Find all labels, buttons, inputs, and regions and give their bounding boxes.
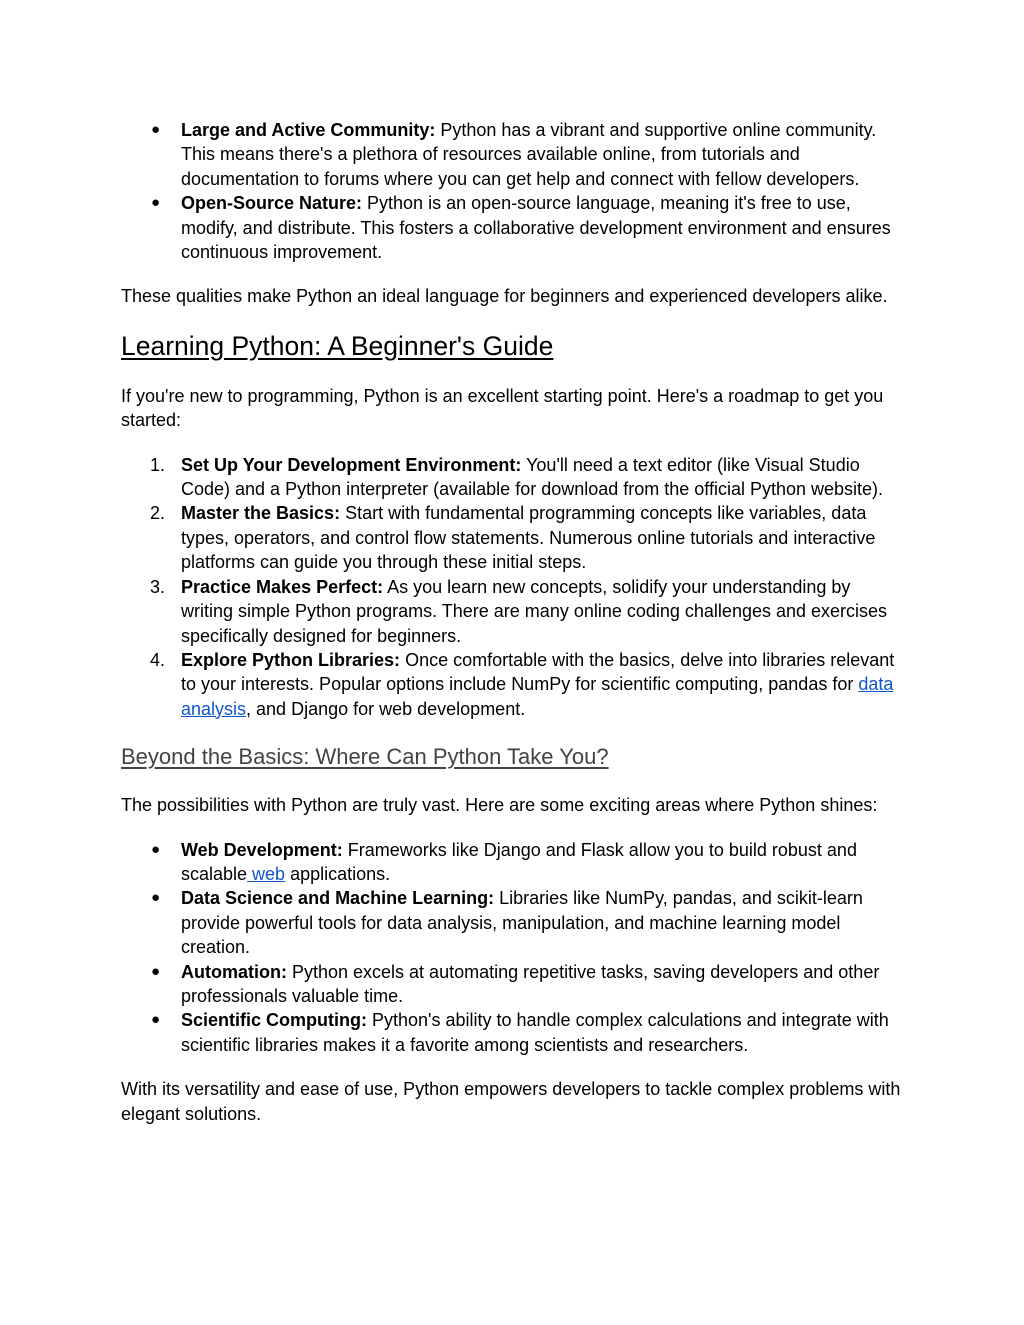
item-term: Large and Active Community:: [181, 120, 436, 140]
item-text: Python excels at automating repetitive tasks, saving developers and other professionals valuable time.: [181, 961, 880, 1006]
qualities-paragraph: These qualities make Python an ideal language for beginners and experienced developers alike.: [121, 286, 888, 307]
bullet-marker: ●: [151, 889, 161, 907]
item-term: Explore Python Libraries:: [181, 649, 401, 670]
list-item: [121, 575, 906, 648]
list-item: [121, 960, 906, 1009]
python-areas-list: [121, 838, 906, 1058]
list-number: 2.: [150, 503, 166, 524]
item-text: Start with fundamental programming concepts like variables, data types, operators, and control flow statements. Numerous online tutorials and interactive platforms can guide you through these initial steps.: [181, 503, 876, 573]
list-number: 4.: [150, 649, 166, 670]
section-intro-paragraph: The possibilities with Python are truly vast. Here are some exciting areas where Python shines:: [121, 795, 878, 816]
item-text: As you learn new concepts, solidify your understanding by writing simple Python programs. There are many online coding challenges and exercises specifically designed for beginners.: [181, 576, 888, 646]
web-link[interactable]: web: [247, 863, 286, 884]
list-item: [121, 838, 906, 887]
closing-paragraph: With its versatility and ease of use, Python empowers developers to tackle complex problems with elegant solutions.: [121, 1079, 901, 1124]
section-intro-paragraph: If you're new to programming, Python is an excellent starting point. Here's a roadmap to get you started:: [121, 385, 884, 431]
list-item: [121, 191, 906, 264]
item-text: Libraries like NumPy, pandas, and scikit-learn provide powerful tools for data analysis, manipulation, and machine learning model creation.: [181, 888, 863, 958]
list-item: [121, 648, 906, 721]
bullet-marker: ●: [151, 194, 161, 212]
list-number: 3.: [150, 576, 166, 597]
bullet-marker: ●: [151, 121, 161, 138]
bullet-marker: ●: [151, 840, 161, 858]
list-item: [121, 1008, 906, 1057]
list-item: [121, 886, 906, 959]
list-item: [121, 453, 906, 502]
beginner-steps-list: [121, 453, 906, 721]
item-text: Once comfortable with the basics, delve into libraries relevant to your interests. Popular options include NumPy for scientific computing, pandas for: [181, 649, 895, 695]
bullet-marker: ●: [151, 962, 161, 980]
item-text: Python's ability to handle complex calculations and integrate with scientific libraries makes it a favorite among scientists and researchers.: [181, 1010, 889, 1055]
item-term: Practice Makes Perfect:: [181, 576, 384, 597]
section-heading-learning: Learning Python: A Beginner's Guide: [121, 330, 554, 361]
intro-bullet-list: [121, 118, 906, 264]
item-term: Data Science and Machine Learning:: [181, 888, 495, 909]
list-number: 1.: [150, 454, 166, 475]
item-text: , and Django for web development.: [246, 698, 526, 719]
item-text: applications.: [285, 863, 391, 884]
item-text: Python is an open-source language, meaning it's free to use, modify, and distribute. This fosters a collaborative development environment and ensures continuous improvement.: [181, 193, 891, 263]
document-page: [121, 118, 906, 1126]
item-term: Master the Basics:: [181, 503, 341, 524]
section-heading-beyond: Beyond the Basics: Where Can Python Take You?: [121, 744, 609, 770]
item-term: Scientific Computing:: [181, 1010, 367, 1031]
item-text: Python has a vibrant and supportive online community. This means there's a plethora of resources available online, from tutorials and documentation to forums where you can get help and connect with fellow developers.: [181, 120, 877, 189]
item-term: Set Up Your Development Environment:: [181, 454, 522, 475]
data-analysis-link[interactable]: data analysis: [181, 674, 894, 719]
list-item: [121, 501, 906, 574]
item-text: Frameworks like Django and Flask allow you to build robust and scalable: [181, 839, 857, 884]
bullet-marker: ●: [151, 1011, 161, 1029]
item-term: Open-Source Nature:: [181, 193, 363, 214]
item-term: Automation:: [181, 961, 287, 982]
item-term: Web Development:: [181, 839, 343, 860]
list-item: [121, 118, 906, 191]
item-text: You'll need a text editor (like Visual Studio Code) and a Python interpreter (available for download from the official Python website).: [181, 454, 884, 500]
